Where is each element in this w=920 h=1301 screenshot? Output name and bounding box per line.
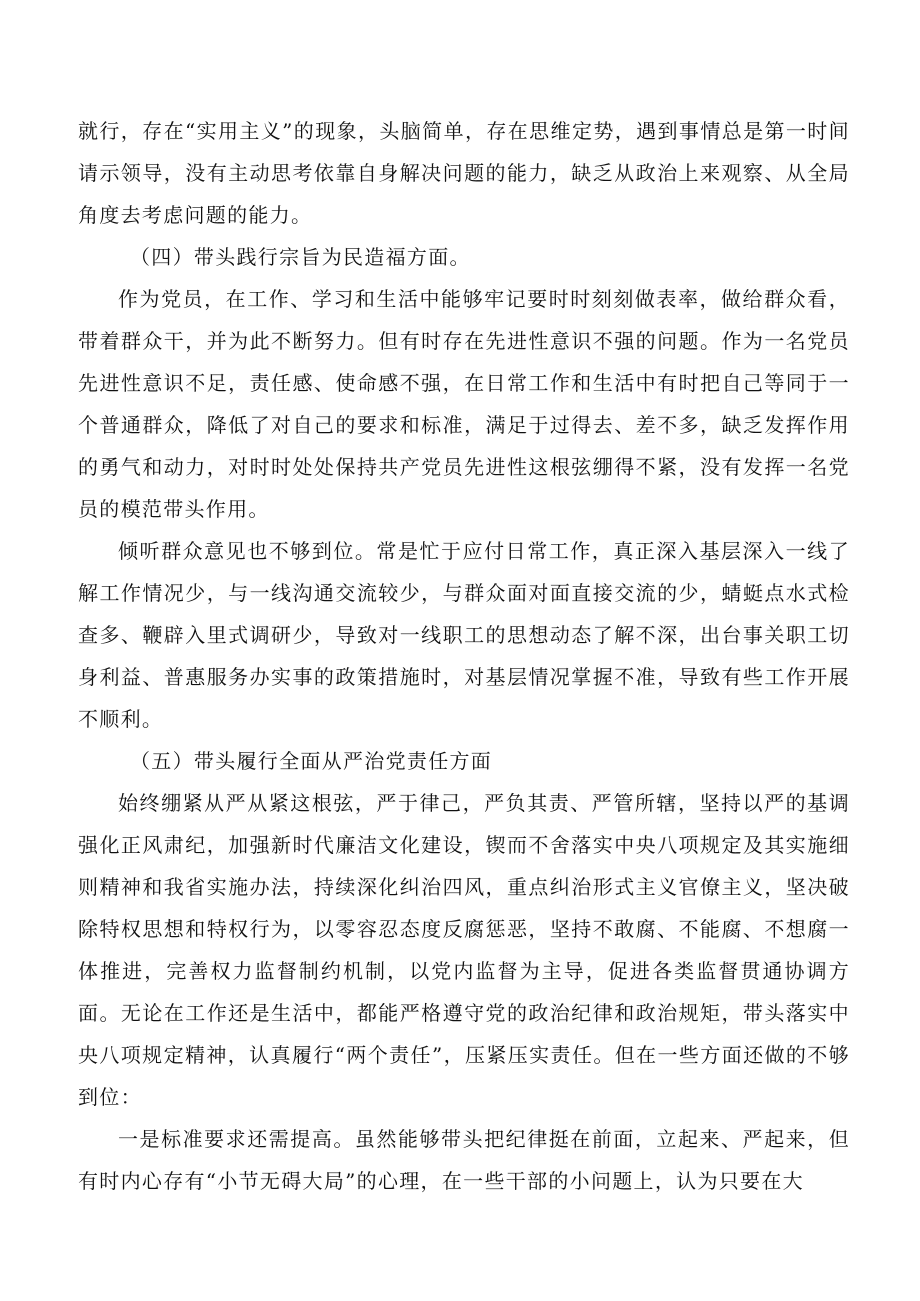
paragraph-listening-to-masses: 倾听群众意见也不够到位。常是忙于应付日常工作，真正深入基层深入一线了解工作情况少，与一线沟通交流较少，与群众面对面直接交流的少，蜻蜓点水式检查多、鞭辟入里式调研少，导致对一线职工的思想动态了解不深，出台事关职工切身利益、普惠服务办实事的政策措施时，对基层情况掌握不准，导致有些工作开展不顺利。 — [78, 539, 850, 731]
section-heading-5: （五）带头履行全面从严治党责任方面 — [130, 749, 493, 773]
paragraph-standards-requirements: 一是标准要求还需提高。虽然能够带头把纪律挺在前面，立起来、严起来，但有时内心存有“小节无碍大局”的心理，在一些干部的小问题上，认为只要在大 — [78, 1127, 850, 1193]
section-heading-4: （四）带头践行宗旨为民造福方面。 — [130, 245, 471, 269]
paragraph-party-member-role: 作为党员，在工作、学习和生活中能够牢记要时时刻刻做表率，做给群众看，带着群众干，并为此不断努力。但有时存在先进性意识不强的问题。作为一名党员先进性意识不足，责任感、使命感不强，在日常工作和生活中有时把自己等同于一个普通群众，降低了对自己的要求和标准，满足于过得去、差不多，缺乏发挥作用的勇气和动力，对时时处处保持共产党员先进性这根弦绷得不紧，没有发挥一名党员的模范带头作用。 — [78, 287, 850, 521]
paragraph-strict-governance: 始终绷紧从严从紧这根弦，严于律己，严负其责、严管所辖，坚持以严的基调强化正风肃纪，加强新时代廉洁文化建设，锲而不舍落实中央八项规定及其实施细则精神和我省实施办法，持续深化纠治四风，重点纠治形式主义官僚主义，坚决破除特权思想和特权行为，以零容忍态度反腐惩恶，坚持不敢腐、不能腐、不想腐一体推进，完善权力监督制约机制，以党内监督为主导，促进各类监督贯通协调方面。无论在工作还是生活中，都能严格遵守党的政治纪律和政治规矩，带头落实中央八项规定精神，认真履行“两个责任”，压紧压实责任。但在一些方面还做的不够到位： — [78, 791, 850, 1109]
document-page — [78, 110, 850, 1202]
paragraph-continued: 就行，存在“实用主义”的现象，头脑简单，存在思维定势，遇到事情总是第一时间请示领导，没有主动思考依靠自身解决问题的能力，缺乏从政治上来观察、从全局角度去考虑问题的能力。 — [78, 119, 850, 227]
